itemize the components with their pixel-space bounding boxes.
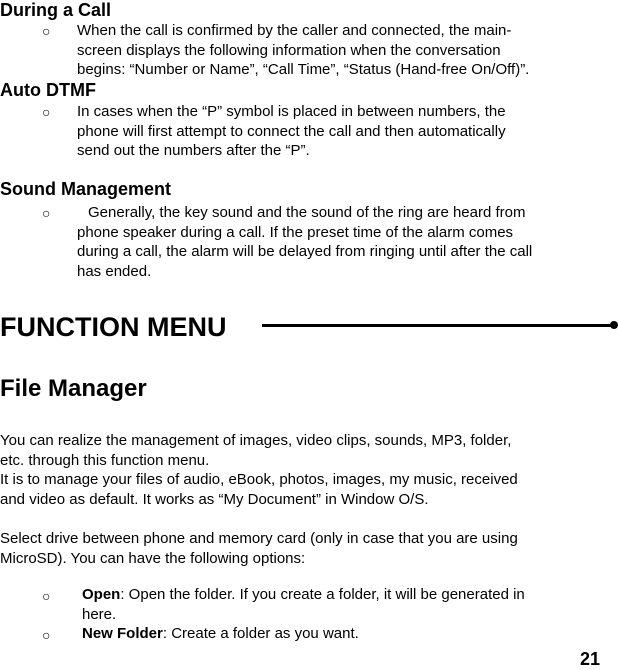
bullet-marker: ○	[42, 627, 51, 643]
option-label: Open	[82, 586, 121, 603]
page-number: 21	[580, 649, 601, 669]
bullet-text-auto-dtmf: In cases when the “P” symbol is placed in between numbers, the phone will first attempt to connect the call and then automatically send out the numbers after the “P”.	[77, 103, 506, 159]
chapter-title: FUNCTION MENU	[0, 312, 227, 342]
bullet-marker: ○	[42, 205, 51, 221]
bullet-marker: ○	[42, 588, 51, 604]
section-heading-auto-dtmf: Auto DTMF	[0, 80, 96, 100]
title-rule-line	[262, 324, 612, 327]
section-heading-file-manager: File Manager	[0, 375, 147, 402]
option-open: Open: Open the folder. If you create a folder, it will be generated in here.	[82, 586, 525, 623]
option-label: New Folder	[82, 625, 163, 642]
rule-end-dot	[610, 321, 618, 329]
file-manager-paragraph-1: You can realize the management of images, video clips, sounds, MP3, folder, etc. through this function menu. It is to manage your files of audio, eBook, photos, images, my music, received and video as default. It works as “My Document” in Window O/S.	[0, 432, 518, 508]
file-manager-paragraph-2: Select drive between phone and memory card (only in case that you are using MicroSD). You can have the following options:	[0, 530, 518, 567]
bullet-marker: ○	[42, 104, 51, 120]
bullet-text-sound-management: Generally, the key sound and the sound of the ring are heard from phone speaker during a call. If the preset time of the alarm comes during a call, the alarm will be delayed from ringing until after the call has ended.	[77, 204, 533, 280]
section-heading-sound-management: Sound Management	[0, 179, 172, 199]
bullet-marker: ○	[42, 23, 51, 39]
section-heading-during-call: During a Call	[0, 0, 112, 20]
option-new-folder: New Folder: Create a folder as you want.	[82, 625, 359, 642]
bullet-text-during-call: When the call is confirmed by the caller and connected, the main- screen displays the following information when the conversation begins: “Number or Name”, “Call Time”, “Status (Hand-free On/Off)”.	[77, 22, 530, 78]
